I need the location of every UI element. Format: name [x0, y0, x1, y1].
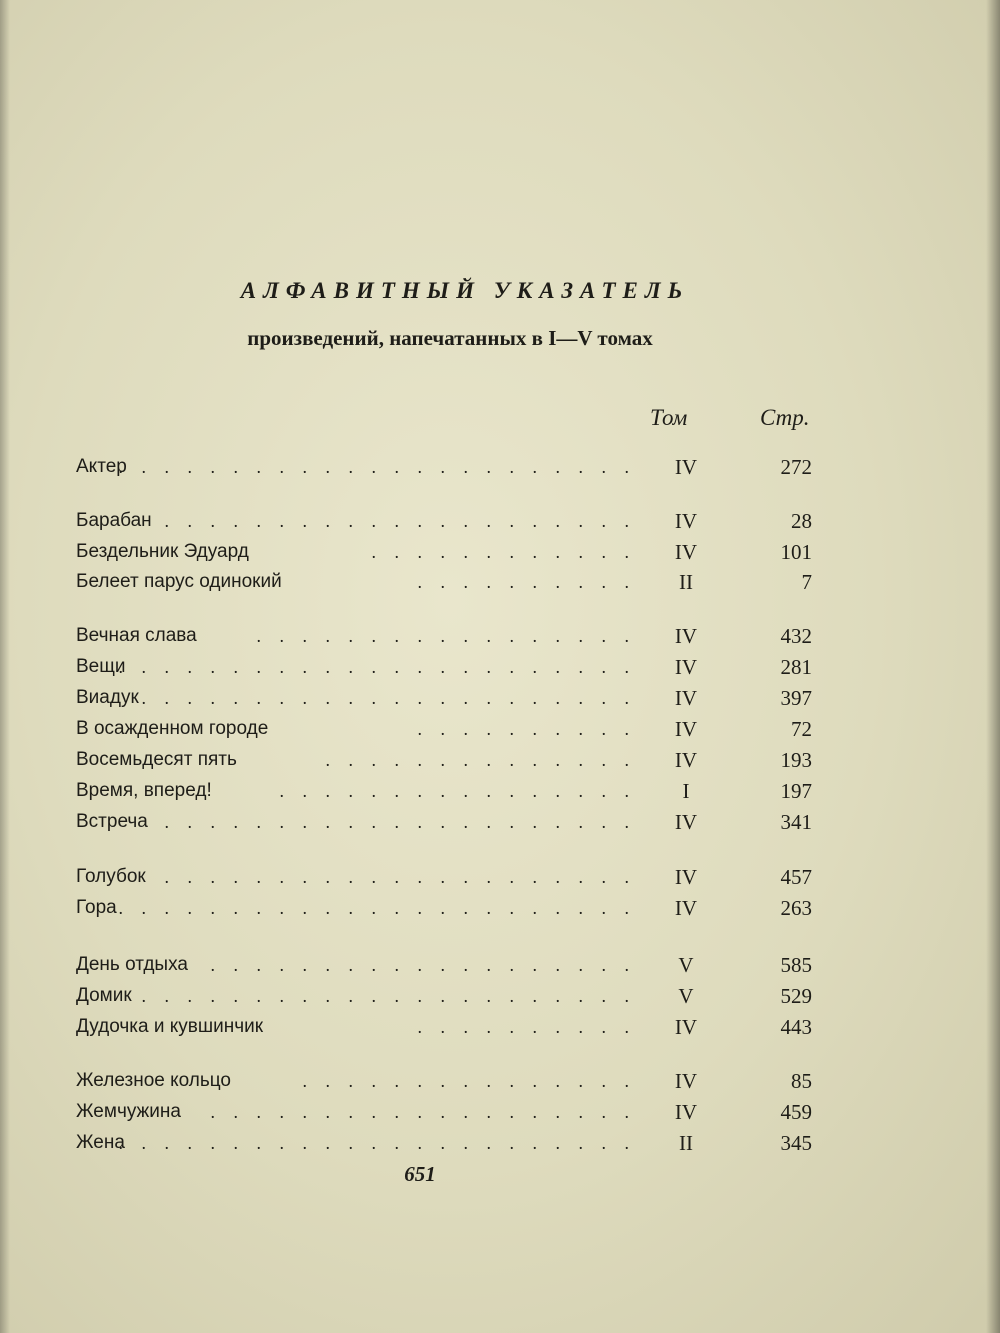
entry-leader-dots: . . . . . . . . . . . . . . . . . . . . . — [164, 812, 636, 832]
index-entry — [76, 862, 816, 892]
index-entry — [76, 714, 816, 744]
entry-leader-dots: . . . . . . . . . . . . . . . — [302, 1071, 636, 1091]
entry-page: 193 — [780, 748, 812, 772]
entry-title: Белеет парус одинокий — [76, 571, 282, 592]
entry-page: 443 — [780, 1015, 812, 1039]
index-entry — [76, 652, 816, 682]
entry-leader-dots: . . . . . . . . . . — [417, 572, 636, 592]
entry-page: 7 — [801, 570, 812, 594]
entry-title: Актер — [76, 456, 127, 477]
entry-leader-dots: . . . . . . . . . . . . . . — [325, 750, 636, 770]
index-entry — [76, 981, 816, 1011]
entry-page: 28 — [791, 509, 812, 533]
index-entry — [76, 745, 816, 775]
entry-leader-dots: . . . . . . . . . . . . . . . . . . . . . . — [141, 688, 636, 708]
index-entry — [76, 537, 816, 567]
entry-title: Вечная слава — [76, 625, 197, 646]
index-entry — [76, 1066, 816, 1096]
entry-title: Виадук — [76, 687, 139, 708]
entry-leader-dots: . . . . . . . . . . — [417, 1017, 636, 1037]
entry-volume: IV — [674, 896, 698, 920]
index-entry — [76, 683, 816, 713]
entry-volume: IV — [674, 655, 698, 679]
entry-page: 197 — [780, 779, 812, 803]
entry-title: Гора — [76, 897, 117, 918]
entry-volume: IV — [674, 717, 698, 741]
entry-volume: V — [678, 953, 694, 977]
entry-leader-dots: . . . . . . . . . . . . . . . . . . . . . . . — [118, 1133, 636, 1153]
index-entry — [76, 1097, 816, 1127]
index-entry — [76, 776, 816, 806]
entry-page: 432 — [780, 624, 812, 648]
entry-title: Бездельник Эдуард — [76, 541, 249, 562]
entry-page: 263 — [780, 896, 812, 920]
entry-title: Домик — [76, 985, 132, 1006]
entry-leader-dots: . . . . . . . . . . . . . . . . . — [256, 626, 636, 646]
entry-volume: IV — [674, 509, 698, 533]
index-entry — [76, 621, 816, 651]
entry-page: 345 — [780, 1131, 812, 1155]
entry-volume: IV — [674, 1100, 698, 1124]
entry-title: Голубок — [76, 866, 146, 887]
entry-volume: I — [682, 779, 690, 803]
entry-volume: II — [679, 570, 693, 594]
entry-page: 101 — [780, 540, 812, 564]
entry-volume: II — [679, 1131, 693, 1155]
entry-title: Барабан — [76, 510, 152, 531]
column-header-page: Стр. — [760, 405, 810, 430]
entry-leader-dots: . . . . . . . . . . . . . . . . . . . . . — [164, 511, 636, 531]
entry-leader-dots: . . . . . . . . . . . . . . . . . . . . . . . — [118, 457, 636, 477]
entry-leader-dots: . . . . . . . . . . . . . . . . . . . . . — [164, 867, 636, 887]
index-entry — [76, 506, 816, 536]
entry-volume: IV — [674, 540, 698, 564]
entry-leader-dots: . . . . . . . . . . . . . . . . . . . — [210, 1102, 636, 1122]
index-title: АЛФАВИТНЫЙ УКАЗАТЕЛЬ — [240, 278, 690, 303]
entry-leader-dots: . . . . . . . . . . — [417, 719, 636, 739]
entry-page: 529 — [780, 984, 812, 1008]
column-header-volume: Том — [650, 405, 688, 430]
entry-title: День отдыха — [76, 954, 188, 975]
entry-page: 457 — [780, 865, 812, 889]
entry-volume: IV — [674, 455, 698, 479]
entry-title: Жемчужина — [76, 1101, 181, 1122]
index-entry — [76, 1128, 816, 1158]
entry-volume: V — [678, 984, 694, 1008]
entry-page: 72 — [791, 717, 812, 741]
entry-leader-dots: . . . . . . . . . . . . — [371, 542, 636, 562]
index-entry — [76, 567, 816, 597]
entry-title: В осажденном городе — [76, 718, 269, 739]
entry-volume: IV — [674, 865, 698, 889]
index-entry — [76, 452, 816, 482]
index-entry — [76, 893, 816, 923]
entry-title: Вещи — [76, 656, 126, 677]
entry-leader-dots: . . . . . . . . . . . . . . . . . . . — [210, 955, 636, 975]
entry-leader-dots: . . . . . . . . . . . . . . . . — [279, 781, 636, 801]
index-entry — [76, 807, 816, 837]
entry-leader-dots: . . . . . . . . . . . . . . . . . . . . . . . — [118, 657, 636, 677]
entry-page: 281 — [780, 655, 812, 679]
index-entry — [76, 1012, 816, 1042]
entry-title: Восемьдесят пять — [76, 749, 237, 770]
entry-leader-dots: . . . . . . . . . . . . . . . . . . . . . . — [141, 986, 636, 1006]
entry-title: Жена — [76, 1132, 125, 1153]
entry-page: 272 — [780, 455, 812, 479]
entry-page: 341 — [780, 810, 812, 834]
entry-title: Время, вперед! — [76, 780, 212, 801]
entry-page: 397 — [780, 686, 812, 710]
entry-volume: IV — [674, 810, 698, 834]
entry-volume: IV — [674, 1015, 698, 1039]
entry-title: Дудочка и кувшинчик — [76, 1016, 264, 1037]
entry-page: 85 — [791, 1069, 812, 1093]
entry-title: Встреча — [76, 811, 148, 832]
entry-leader-dots: . . . . . . . . . . . . . . . . . . . . . . . — [118, 898, 636, 918]
entry-volume: IV — [674, 686, 698, 710]
page-number: 651 — [404, 1162, 436, 1186]
index-entry — [76, 950, 816, 980]
entry-page: 585 — [780, 953, 812, 977]
entry-volume: IV — [674, 748, 698, 772]
entry-volume: IV — [674, 624, 698, 648]
entry-page: 459 — [780, 1100, 812, 1124]
entry-title: Железное кольцо — [76, 1070, 231, 1091]
entry-volume: IV — [674, 1069, 698, 1093]
index-subtitle: произведений, напечатанных в I—V томах — [247, 326, 653, 350]
